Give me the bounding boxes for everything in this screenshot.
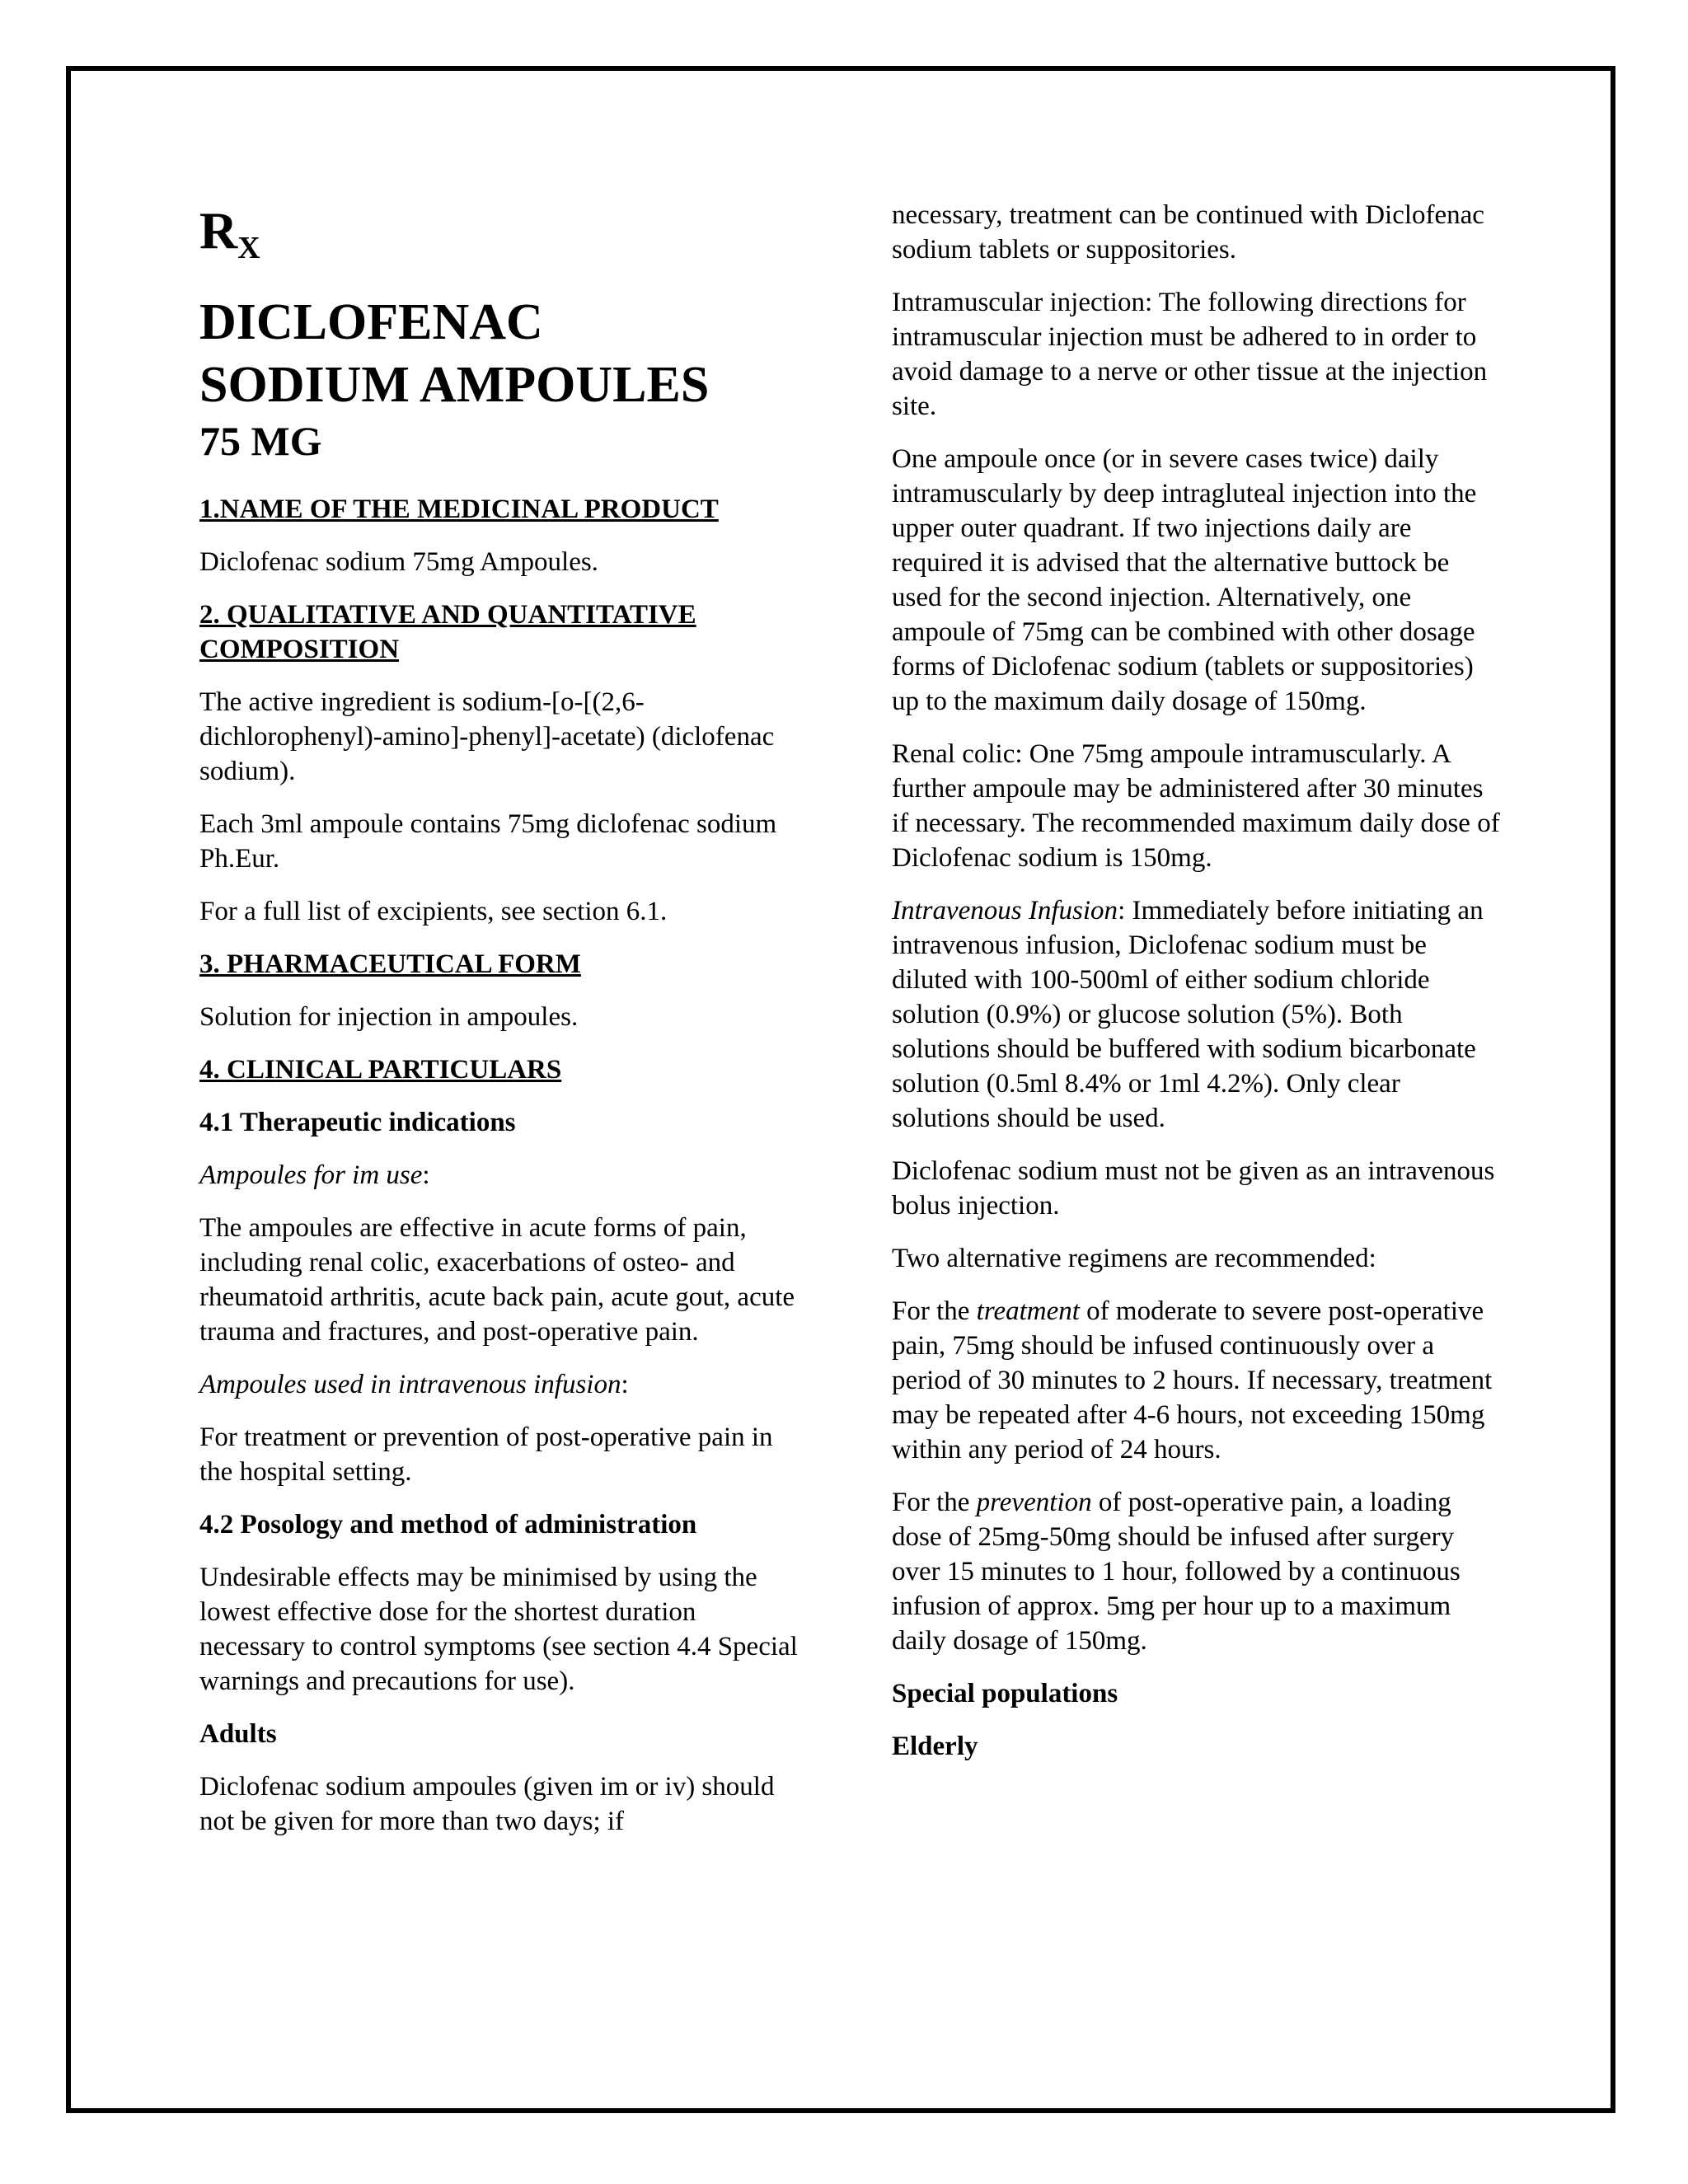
rx-main: R <box>199 201 238 260</box>
im-use-text: The ampoules are effective in acute forms of pain, including renal colic, exacerbations of osteo- and rheumatoid arthritis, acute back pain, acute gout, acute trauma and fractures, and post-operative pain. <box>199 1213 795 1347</box>
right-paragraph-2: Intramuscular injection: The following directions for intramuscular injection must be adhered to in order to avoid damage to a nerve or other tissue at the injection site. <box>892 288 1488 421</box>
section-3-text: Solution for injection in ampoules. <box>199 1002 579 1032</box>
product-strength: 75 MG <box>199 418 322 464</box>
product-title-line2: SODIUM AMPOULES <box>199 357 710 413</box>
section-4-1-heading: 4.1 Therapeutic indications <box>199 1108 516 1137</box>
section-2-heading: 2. QUALITATIVE AND QUANTITATIVE COMPOSITION <box>199 600 696 664</box>
section-1-text: Diclofenac sodium 75mg Ampoules. <box>199 547 598 577</box>
section-4-2-text: Undesirable effects may be minimised by using the lowest effective dose for the shortest duration necessary to control symptoms (see section 4.4 Special warnings and precautions for use). <box>199 1563 798 1696</box>
special-populations-heading: Special populations <box>892 1679 1118 1708</box>
section-4-2-heading: 4.2 Posology and method of administration <box>199 1510 697 1540</box>
section-3-heading: 3. PHARMACEUTICAL FORM <box>199 949 581 979</box>
treatment-text: of moderate to severe post-operative pain, 75mg should be infused continuously over a period of 30 minutes to 2 hours. If necessary, treatment may be repeated after 4-6 hours, not exceeding 150mg within any period of 24 hours. <box>892 1296 1493 1465</box>
adults-heading: Adults <box>199 1719 277 1749</box>
section-2-paragraph-2: Each 3ml ampoule contains 75mg diclofenac sodium Ph.Eur. <box>199 809 777 874</box>
right-paragraph-1: necessary, treatment can be continued with Diclofenac sodium tablets or suppositories. <box>892 200 1484 265</box>
section-4-heading: 4. CLINICAL PARTICULARS <box>199 1055 562 1085</box>
im-use-label-italic: Ampoules for im use <box>199 1160 423 1190</box>
im-use-label <box>199 1158 801 1193</box>
rx-symbol <box>199 201 801 274</box>
right-column <box>892 198 1502 1782</box>
prevention-text: of post-operative pain, a loading dose of 25mg-50mg should be infused after surgery over 15 minutes to 1 hour, followed by a continuous infusion of approx. 5mg per hour up to a maximum daily dosage of 150mg. <box>892 1488 1461 1656</box>
left-column <box>199 201 801 1857</box>
section-1-heading: 1.NAME OF THE MEDICINAL PRODUCT <box>199 494 719 524</box>
right-paragraph-3: One ampoule once (or in severe cases twice) daily intramuscularly by deep intragluteal injection into the upper outer quadrant. If two injections daily are required it is advised that the alternative buttock be used for the second injection. Alternatively, one ampoule of 75mg can be combined with other dosage forms of Diclofenac sodium (tablets or suppositories) up to the maximum daily dosage of 150mg. <box>892 444 1477 716</box>
right-paragraph-7: Two alternative regimens are recommended: <box>892 1244 1376 1273</box>
section-2-paragraph-3: For a full list of excipients, see section 6.1. <box>199 897 668 926</box>
treatment-lead: For the <box>892 1296 977 1326</box>
right-paragraph-5 <box>892 893 1502 1136</box>
iv-use-label <box>199 1367 801 1402</box>
im-use-colon: : <box>422 1160 430 1190</box>
right-paragraph-6: Diclofenac sodium must not be given as an intravenous bolus injection. <box>892 1156 1495 1221</box>
section-2-paragraph-1: The active ingredient is sodium-[o-[(2,6-dichlorophenyl)-amino]-phenyl]-acetate) (diclofenac sodium). <box>199 687 775 786</box>
prevention-lead: For the <box>892 1488 977 1517</box>
iv-use-colon: : <box>621 1370 629 1399</box>
rx-sub: X <box>237 231 260 265</box>
elderly-heading: Elderly <box>892 1732 978 1761</box>
iv-infusion-label: Intravenous Infusion <box>892 896 1118 926</box>
treatment-italic: treatment <box>976 1296 1080 1326</box>
product-title-line1: DICLOFENAC <box>199 294 543 350</box>
iv-use-label-italic: Ampoules used in intravenous infusion <box>199 1370 621 1399</box>
prevention-italic: prevention <box>976 1488 1092 1517</box>
right-paragraph-9 <box>892 1485 1502 1658</box>
iv-use-text: For treatment or prevention of post-operative pain in the hospital setting. <box>199 1422 773 1487</box>
iv-infusion-text: : Immediately before initiating an intravenous infusion, Diclofenac sodium must be diluted with 100-500ml of either sodium chloride solution (0.9%) or glucose solution (5%). Both solutions should be buffered with sodium bicarbonate solution (0.5ml 8.4% or 1ml 4.2%). Only clear solutions should be used. <box>892 896 1484 1133</box>
adults-text: Diclofenac sodium ampoules (given im or iv) should not be given for more than two days; if <box>199 1772 775 1836</box>
right-paragraph-4: Renal colic: One 75mg ampoule intramuscularly. A further ampoule may be administered after 30 minutes if necessary. The recommended maximum daily dose of Diclofenac sodium is 150mg. <box>892 739 1500 873</box>
right-paragraph-8 <box>892 1294 1502 1467</box>
